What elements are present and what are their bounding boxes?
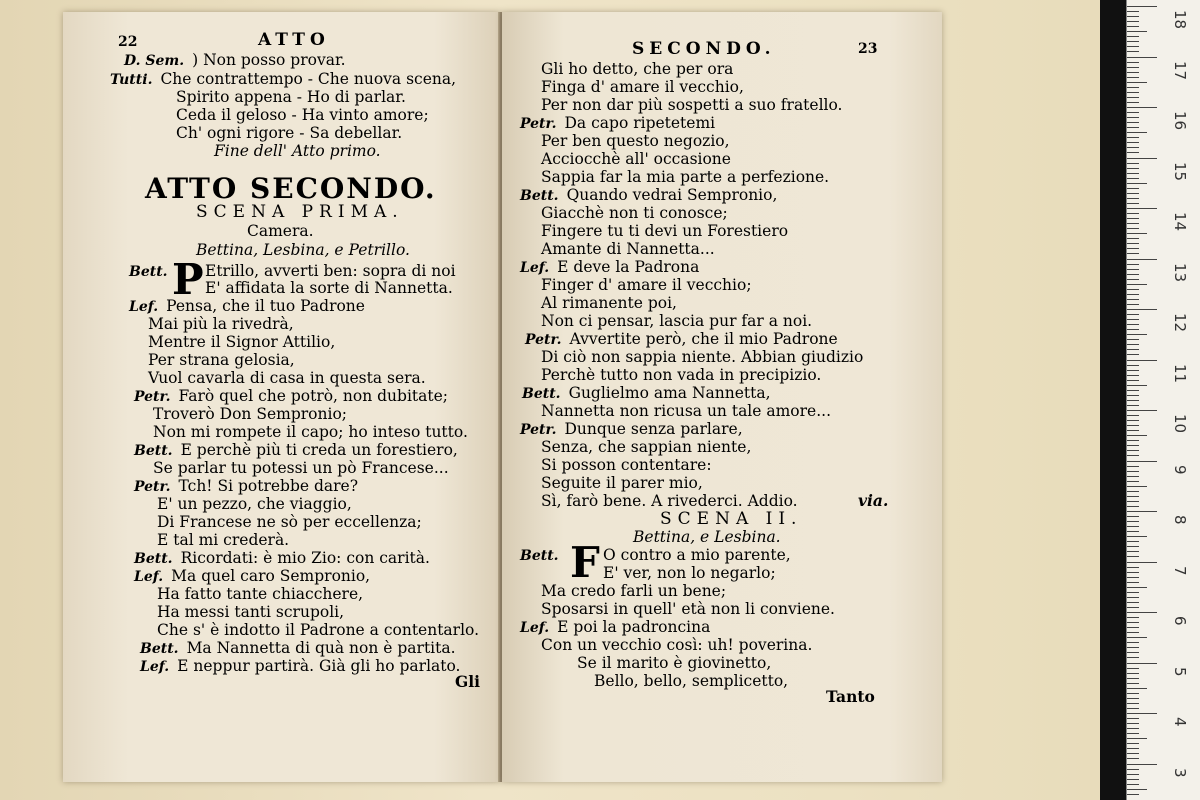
ruler-tick <box>1127 728 1139 729</box>
ruler-tick <box>1127 309 1157 310</box>
ruler-tick <box>1127 21 1139 22</box>
ruler-tick <box>1127 536 1147 537</box>
ruler-tick <box>1127 466 1139 467</box>
ruler-number: 11 <box>1171 363 1189 383</box>
ruler-tick <box>1127 279 1139 280</box>
ruler-tick <box>1127 455 1139 456</box>
ruler-tick <box>1127 617 1139 618</box>
ruler-tick <box>1127 541 1139 542</box>
text-line: Petr. Da capo ripetetemi <box>520 114 716 132</box>
ruler-tick <box>1127 652 1139 653</box>
text-line: Lef. E poi la padroncina <box>520 618 711 636</box>
ruler-tick <box>1127 57 1157 58</box>
text-line: Troverò Don Sempronio; <box>153 405 347 423</box>
ruler-tick <box>1127 587 1147 588</box>
ruler-tick <box>1127 67 1139 68</box>
ruler-tick <box>1127 329 1139 330</box>
ruler-tick <box>1127 233 1147 234</box>
text-line: D. Sem. ) Non posso provar. <box>124 51 346 69</box>
ruler-tick <box>1127 360 1157 361</box>
ruler-tick <box>1127 668 1139 669</box>
catchword: Gli <box>455 672 481 691</box>
ruler-tick <box>1127 46 1139 47</box>
ruler-tick <box>1127 531 1139 532</box>
ruler-tick <box>1127 122 1139 123</box>
ruler-tick <box>1127 36 1139 37</box>
ruler-tick <box>1127 152 1139 153</box>
ruler-tick <box>1127 748 1139 749</box>
text-line: Nannetta non ricusa un tale amore... <box>541 402 831 420</box>
text-line: Acciocchè all' occasione <box>541 150 731 168</box>
ruler-edge <box>1100 0 1126 800</box>
stage-direction: via. <box>858 491 889 510</box>
ruler-tick <box>1127 572 1139 573</box>
text-line: Con un vecchio così: uh! poverina. <box>541 636 813 654</box>
ruler-number: 3 <box>1171 767 1189 778</box>
text-line: Ch' ogni rigore - Sa debellar. <box>176 124 403 142</box>
text-line: E' ver, non lo negarlo; <box>603 564 776 582</box>
ruler-tick <box>1127 228 1139 229</box>
text-line: Bett. Quando vedrai Sempronio, <box>520 186 778 204</box>
text-line: Vuol cavarla di casa in questa sera. <box>148 369 426 387</box>
ruler-tick <box>1127 193 1139 194</box>
text-line: Ha fatto tante chiacchere, <box>157 585 364 603</box>
ruler-tick <box>1127 289 1139 290</box>
ruler-tick <box>1127 198 1139 199</box>
text-line: Per non dar più sospetti a suo fratello. <box>541 96 843 114</box>
ruler-tick <box>1127 688 1147 689</box>
text-line: Non mi rompete il capo; ho inteso tutto. <box>153 423 468 441</box>
text-line: Spirito appena - Ho di parlar. <box>176 88 406 106</box>
text-line: Perchè tutto non vada in precipizio. <box>541 366 822 384</box>
text-line: Giacchè non ti conosce; <box>541 204 728 222</box>
ruler-tick <box>1127 203 1139 204</box>
ruler-number: 4 <box>1171 717 1189 727</box>
ruler-number: 10 <box>1171 414 1189 434</box>
text-line: Sappia far la mia parte a perfezione. <box>541 168 830 186</box>
ruler-tick <box>1127 163 1139 164</box>
text-line: Etrillo, avverti ben: sopra di noi <box>205 262 456 280</box>
text-line: Lef. E deve la Padrona <box>520 258 700 276</box>
text-line: Ceda il geloso - Ha vinto amore; <box>176 106 429 124</box>
ruler-tick <box>1127 102 1139 103</box>
ruler-tick <box>1127 703 1139 704</box>
ruler-number: 9 <box>1171 464 1189 475</box>
ruler-tick <box>1127 82 1147 83</box>
ruler-tick <box>1127 97 1139 98</box>
ruler-tick <box>1127 592 1139 593</box>
text-line: Lef. Pensa, che il tuo Padrone <box>129 297 365 315</box>
ruler-tick <box>1127 622 1139 623</box>
ruler-number: 16 <box>1171 111 1189 131</box>
ruler-tick <box>1127 264 1139 265</box>
ruler-tick <box>1127 339 1139 340</box>
ruler-tick <box>1127 693 1139 694</box>
ruler-tick <box>1127 461 1157 462</box>
end-of-act: Fine dell' Atto primo. <box>214 142 381 160</box>
ruler-tick <box>1127 31 1147 32</box>
ruler-number: 17 <box>1171 60 1189 80</box>
ruler-tick <box>1127 168 1139 169</box>
ruler-tick <box>1127 440 1139 441</box>
ruler-tick <box>1127 299 1139 300</box>
text-line: Gli ho detto, che per ora <box>541 60 734 78</box>
ruler-tick <box>1127 178 1139 179</box>
ruler-tick <box>1127 738 1147 739</box>
ruler-tick <box>1127 511 1157 512</box>
drop-cap: F <box>570 538 600 587</box>
text-line: Bett. <box>520 548 559 564</box>
text-line: E' affidata la sorte di Nannetta. <box>205 279 453 297</box>
ruler-tick <box>1127 77 1139 78</box>
ruler-tick <box>1127 223 1139 224</box>
ruler-tick <box>1127 597 1139 598</box>
scene-characters: Bettina, Lesbina, e Petrillo. <box>196 241 410 259</box>
ruler-tick <box>1127 471 1139 472</box>
ruler-tick <box>1127 304 1139 305</box>
text-line: Mai più la rivedrà, <box>148 315 294 333</box>
ruler-tick <box>1127 425 1139 426</box>
ruler-tick <box>1127 385 1147 386</box>
ruler-tick <box>1127 294 1139 295</box>
ruler-number: 5 <box>1171 666 1189 677</box>
ruler-tick <box>1127 743 1139 744</box>
ruler-tick <box>1127 647 1139 648</box>
ruler-tick <box>1127 602 1139 603</box>
ruler-tick <box>1127 784 1139 785</box>
ruler-tick <box>1127 107 1157 108</box>
text-line: Bett. <box>129 264 168 280</box>
ruler-tick <box>1127 415 1139 416</box>
ruler-tick <box>1127 789 1147 790</box>
ruler-tick <box>1127 758 1139 759</box>
ruler-tick <box>1127 405 1139 406</box>
ruler-tick <box>1127 137 1139 138</box>
text-line: Al rimanente poi, <box>541 294 677 312</box>
text-line: Ha messi tanti scrupoli, <box>157 603 345 621</box>
text-line: Finga d' amare il vecchio, <box>541 78 744 96</box>
ruler-tick <box>1127 147 1139 148</box>
ruler-tick <box>1127 420 1139 421</box>
text-line: Petr. Avvertite però, che il mio Padrone <box>525 330 838 348</box>
ruler-tick <box>1127 284 1147 285</box>
ruler-tick <box>1127 26 1139 27</box>
ruler-tick <box>1127 708 1139 709</box>
ruler-tick <box>1127 501 1139 502</box>
ruler-tick <box>1127 481 1139 482</box>
ruler-tick <box>1127 208 1157 209</box>
ruler-tick <box>1127 551 1139 552</box>
text-line: Lef. E neppur partirà. Già gli ho parlato. <box>140 657 461 675</box>
page-number: 23 <box>858 41 878 57</box>
ruler-tick <box>1127 567 1139 568</box>
ruler-tick <box>1127 173 1139 174</box>
ruler-tick <box>1127 62 1139 63</box>
running-head: SECONDO. <box>632 39 776 59</box>
ruler-tick <box>1127 562 1157 563</box>
ruler-tick <box>1127 794 1139 795</box>
text-line: Bett. Guglielmo ama Nannetta, <box>522 384 771 402</box>
scene-title: SCENA PRIMA. <box>196 202 404 222</box>
ruler-tick <box>1127 319 1139 320</box>
text-line: Petr. Farò quel che potrò, non dubitate; <box>134 387 449 405</box>
ruler-tick <box>1127 142 1139 143</box>
ruler-tick <box>1127 238 1139 239</box>
scene-setting: Camera. <box>247 222 314 240</box>
ruler-number: 13 <box>1171 262 1189 282</box>
ruler-tick <box>1127 663 1157 664</box>
ruler-tick <box>1127 556 1139 557</box>
ruler-tick <box>1127 11 1139 12</box>
ruler-tick <box>1127 334 1147 335</box>
ruler-tick <box>1127 183 1147 184</box>
ruler-tick <box>1127 526 1139 527</box>
ruler-tick <box>1127 486 1147 487</box>
ruler-tick <box>1127 496 1139 497</box>
ruler-number: 6 <box>1171 616 1189 626</box>
ruler-tick <box>1127 375 1139 376</box>
catchword: Tanto <box>826 687 875 706</box>
text-line: Per ben questo negozio, <box>541 132 730 150</box>
ruler-tick <box>1127 92 1139 93</box>
ruler-tick <box>1127 723 1139 724</box>
ruler-tick <box>1127 248 1139 249</box>
ruler-tick <box>1127 430 1139 431</box>
ruler-tick <box>1127 370 1139 371</box>
ruler-tick <box>1127 6 1157 7</box>
ruler-tick <box>1127 344 1139 345</box>
ruler-tick <box>1127 506 1139 507</box>
ruler-tick <box>1127 678 1139 679</box>
ruler-tick <box>1127 546 1139 547</box>
text-line: Non ci pensar, lascia pur far a noi. <box>541 312 813 330</box>
ruler-tick <box>1127 259 1157 260</box>
ruler-tick <box>1127 213 1139 214</box>
ruler-tick <box>1127 72 1139 73</box>
ruler-tick <box>1127 390 1139 391</box>
ruler-tick <box>1127 673 1139 674</box>
text-line: Per strana gelosia, <box>148 351 295 369</box>
text-line: O contro a mio parente, <box>603 546 791 564</box>
ruler-tick <box>1127 637 1147 638</box>
ruler-tick <box>1127 607 1139 608</box>
text-line: E tal mi crederà. <box>157 531 290 549</box>
scene-title: SCENA II. <box>660 509 803 529</box>
text-line: Se parlar tu potessi un pò Francese... <box>153 459 449 477</box>
ruler-tick <box>1127 582 1139 583</box>
ruler-tick <box>1127 657 1139 658</box>
ruler-tick <box>1127 642 1139 643</box>
ruler-tick <box>1127 41 1139 42</box>
text-line: E' un pezzo, che viaggio, <box>157 495 352 513</box>
ruler-tick <box>1127 16 1139 17</box>
ruler-tick <box>1127 718 1139 719</box>
ruler-tick <box>1127 516 1139 517</box>
ruler-tick <box>1127 612 1157 613</box>
ruler-tick <box>1127 112 1139 113</box>
ruler-tick <box>1127 365 1139 366</box>
ruler-number: 18 <box>1171 10 1189 30</box>
text-line: Seguite il parer mio, <box>541 474 703 492</box>
ruler-tick <box>1127 577 1139 578</box>
ruler-tick <box>1127 779 1139 780</box>
ruler-tick <box>1127 188 1139 189</box>
ruler-tick <box>1127 445 1139 446</box>
text-line: Petr. Dunque senza parlare, <box>520 420 743 438</box>
ruler-tick <box>1127 476 1139 477</box>
ruler-tick <box>1127 627 1139 628</box>
ruler-tick <box>1127 158 1157 159</box>
ruler-number: 7 <box>1171 565 1189 576</box>
text-line: Mentre il Signor Attilio, <box>148 333 336 351</box>
ruler-tick <box>1127 683 1139 684</box>
ruler-tick <box>1127 410 1157 411</box>
text-line: Senza, che sappian niente, <box>541 438 752 456</box>
ruler-number: 8 <box>1171 515 1189 525</box>
text-line: Bello, bello, semplicetto, <box>594 672 789 690</box>
text-line: Di Francese ne sò per eccellenza; <box>157 513 422 531</box>
ruler-tick <box>1127 87 1139 88</box>
ruler-tick <box>1127 132 1147 133</box>
text-line: Sì, farò bene. A rivederci. Addio. <box>541 492 798 510</box>
ruler-tick <box>1127 354 1139 355</box>
text-line: Che s' è indotto il Padrone a contentarlo. <box>157 621 480 639</box>
ruler-tick <box>1127 243 1139 244</box>
text-line: Sposarsi in quell' età non li conviene. <box>541 600 835 618</box>
act-title: ATTO SECONDO. <box>145 172 437 205</box>
ruler-tick <box>1127 632 1139 633</box>
text-line: Fingere tu ti devi un Forestiero <box>541 222 789 240</box>
ruler-tick <box>1127 314 1139 315</box>
running-head: ATTO <box>258 30 330 50</box>
ruler-tick <box>1127 521 1139 522</box>
ruler-number: 12 <box>1171 313 1189 333</box>
ruler-tick <box>1127 380 1139 381</box>
ruler-tick <box>1127 733 1139 734</box>
ruler-tick <box>1127 435 1147 436</box>
ruler-tick <box>1127 753 1139 754</box>
ruler-tick <box>1127 774 1139 775</box>
ruler-tick <box>1127 698 1139 699</box>
ruler-tick <box>1127 324 1139 325</box>
ruler-tick <box>1127 764 1157 765</box>
text-line: Si posson contentare: <box>541 456 712 474</box>
ruler-tick <box>1127 713 1157 714</box>
scene-characters: Bettina, e Lesbina. <box>633 528 781 546</box>
text-line: Amante di Nannetta... <box>541 240 715 258</box>
ruler-tick <box>1127 395 1139 396</box>
ruler-number: 15 <box>1171 161 1189 181</box>
text-line: Ma credo farli un bene; <box>541 582 727 600</box>
ruler-tick <box>1127 450 1139 451</box>
text-line: Tutti. Che contrattempo - Che nuova scena, <box>110 70 457 88</box>
text-line: Bett. E perchè più ti creda un forestiero, <box>134 441 458 459</box>
ruler-tick <box>1127 491 1139 492</box>
text-line: Finger d' amare il vecchio; <box>541 276 752 294</box>
drop-cap: P <box>172 255 204 304</box>
ruler-tick <box>1127 769 1139 770</box>
ruler-tick <box>1127 218 1139 219</box>
ruler-tick <box>1127 269 1139 270</box>
ruler-tick <box>1127 349 1139 350</box>
measuring-ruler <box>1126 0 1200 800</box>
text-line: Se il marito è giovinetto, <box>577 654 772 672</box>
ruler-tick <box>1127 400 1139 401</box>
text-line: Bett. Ricordati: è mio Zio: con carità. <box>134 549 430 567</box>
ruler-tick <box>1127 253 1139 254</box>
page-number: 22 <box>118 34 138 50</box>
ruler-tick <box>1127 127 1139 128</box>
text-line: Bett. Ma Nannetta di quà non è partita. <box>140 639 456 657</box>
text-line: Di ciò non sappia niente. Abbian giudizio <box>541 348 864 366</box>
text-line: Lef. Ma quel caro Sempronio, <box>134 567 371 585</box>
ruler-tick <box>1127 51 1139 52</box>
ruler-number: 14 <box>1171 212 1189 232</box>
text-line: Petr. Tch! Si potrebbe dare? <box>134 477 359 495</box>
ruler-tick <box>1127 274 1139 275</box>
ruler-tick <box>1127 117 1139 118</box>
